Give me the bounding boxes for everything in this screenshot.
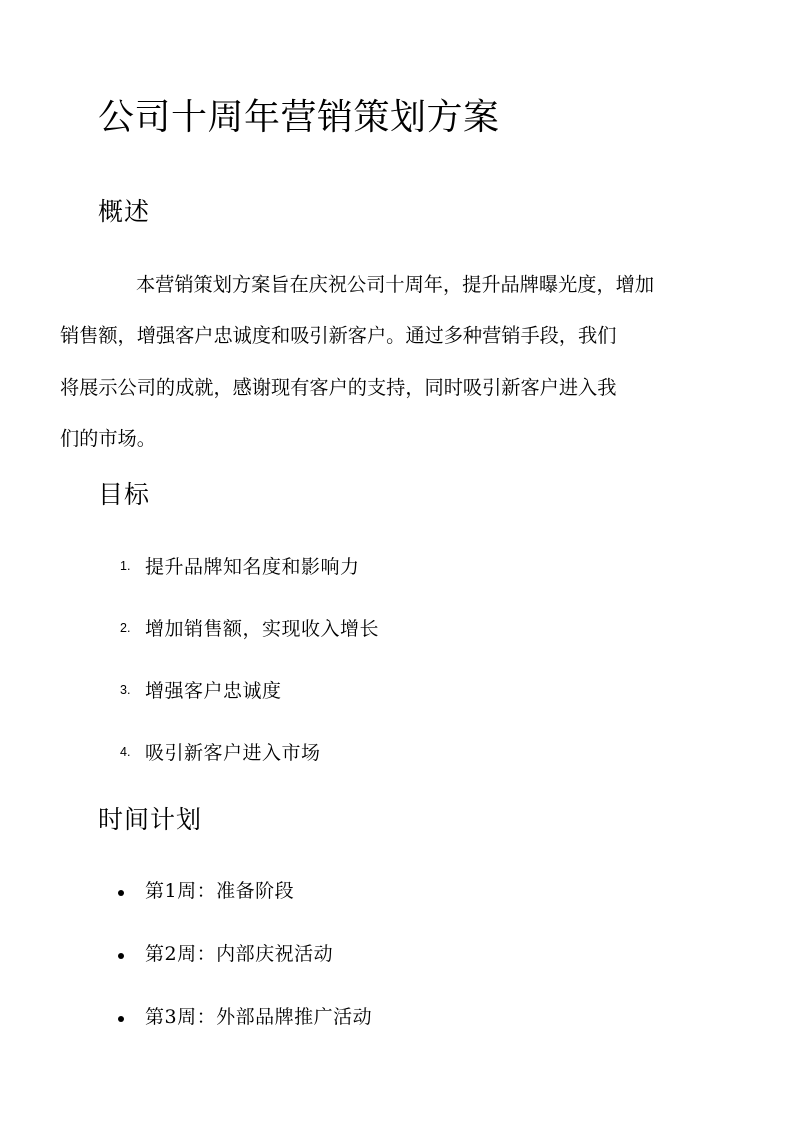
section-heading-timeline: 时间计划 <box>98 805 203 834</box>
section-heading-goals: 目标 <box>98 480 151 509</box>
bullet-icon <box>118 1016 124 1022</box>
paragraph-line: 们的市场。 <box>60 426 156 450</box>
bullet-icon <box>118 953 124 959</box>
list-item-text: 提升品牌知名度和影响力 <box>145 556 360 578</box>
list-number: 3. <box>120 683 131 697</box>
list-item-text: 吸引新客户进入市场 <box>145 742 321 764</box>
list-item-text: 增加销售额，实现收入增长 <box>145 618 380 640</box>
list-item-text: 第3周：外部品牌推广活动 <box>145 1006 373 1028</box>
overview-paragraph <box>60 259 702 464</box>
paragraph-line: 将展示公司的成就，感谢现有客户的支持，同时吸引新客户进入我 <box>60 375 617 399</box>
list-number: 4. <box>120 745 131 759</box>
list-item-text: 第2周：内部庆祝活动 <box>145 943 334 965</box>
section-heading-overview: 概述 <box>98 197 151 226</box>
list-item-text: 第1周：准备阶段 <box>145 880 295 902</box>
list-item-text: 增强客户忠诚度 <box>145 680 282 702</box>
list-number: 1. <box>120 559 131 573</box>
bullet-icon <box>118 890 124 896</box>
document-title: 公司十周年营销策划方案 <box>98 97 500 138</box>
paragraph-line: 本营销策划方案旨在庆祝公司十周年，提升品牌曝光度，增加 <box>136 273 655 296</box>
paragraph-line: 销售额，增强客户忠诚度和吸引新客户。通过多种营销手段，我们 <box>60 324 617 348</box>
list-number: 2. <box>120 621 131 635</box>
